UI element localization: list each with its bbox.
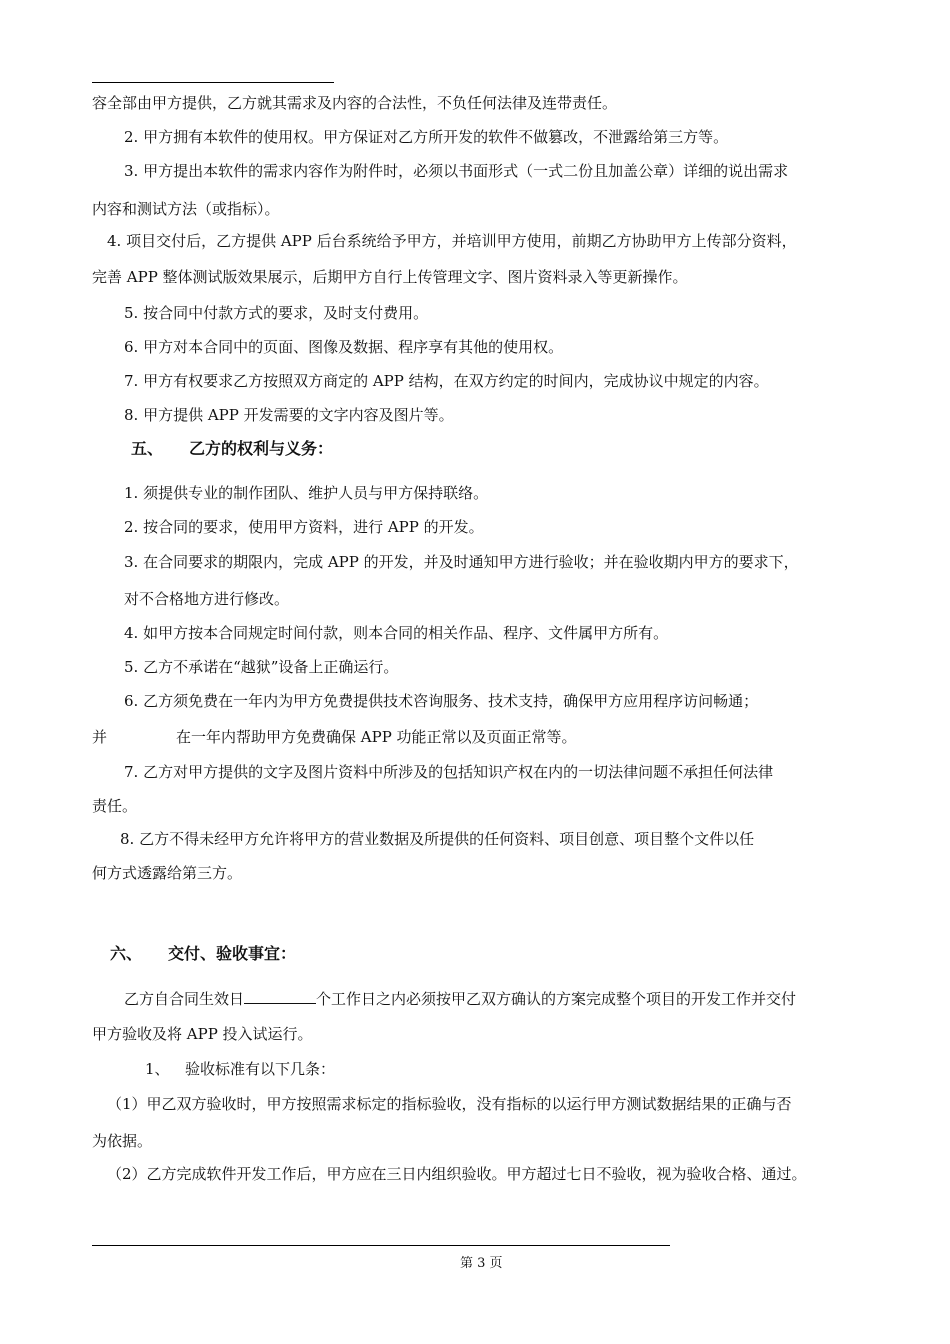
text-line: （2）乙方完成软件开发工作后，甲方应在三日内组织验收。甲方超过七日不验收，视为验收合格、通过。 — [107, 1165, 807, 1183]
text-line: 何方式透露给第三方。 — [92, 864, 243, 882]
heading-text: 乙方的权利与义务： — [189, 439, 334, 458]
text-line — [124, 988, 796, 1009]
text-line: 3. 甲方提出本软件的需求内容作为附件时，必须以书面形式（一式二份且加盖公章）详细的说出需求 — [124, 162, 789, 180]
text-line: 责任。 — [92, 797, 138, 815]
text-line: 7. 乙方对甲方提供的文字及图片资料中所涉及的包括知识产权在内的一切法律问题不承担任何法律 — [124, 763, 774, 781]
text-line: 7. 甲方有权要求乙方按照双方商定的 APP 结构，在双方约定的时间内，完成协议中规定的内容。 — [124, 372, 769, 390]
text-segment: 个工作日之内必须按甲乙双方确认的方案完成整个项目的开发工作并交付 — [316, 990, 797, 1008]
footnote-separator-top — [92, 82, 334, 83]
text-line: 6. 甲方对本合同中的页面、图像及数据、程序享有其他的使用权。 — [124, 338, 564, 356]
list-number: 1、 — [145, 1060, 170, 1078]
text-line: 甲方验收及将 APP 投入试运行。 — [92, 1025, 313, 1043]
section-heading-5 — [131, 438, 333, 460]
text-segment: 乙方自合同生效日 — [124, 990, 245, 1008]
heading-number: 六、 — [110, 944, 143, 963]
text-line: （1）甲乙双方验收时，甲方按照需求标定的指标验收，没有指标的以运行甲方测试数据结果的正确与否 — [107, 1095, 792, 1113]
page-number: 第 3 页 — [460, 1256, 503, 1271]
text-line: 容全部由甲方提供，乙方就其需求及内容的合法性，不负任何法律及连带责任。 — [92, 94, 618, 112]
text-line: 1. 须提供专业的制作团队、维护人员与甲方保持联络。 — [124, 484, 489, 502]
text-line: 3. 在合同要求的期限内，完成 APP 的开发，并及时通知甲方进行验收；并在验收期内甲方的要求下， — [124, 553, 799, 571]
text-line: 并 — [92, 728, 108, 746]
heading-text: 交付、验收事宜： — [168, 944, 297, 963]
text-line: 5. 乙方不承诺在“越狱”设备上正确运行。 — [124, 658, 399, 676]
text-line: 4. 项目交付后，乙方提供 APP 后台系统给予甲方，并培训甲方使用，前期乙方协助甲方上传部分资料， — [107, 232, 797, 250]
text-line: 内容和测试方法（或指标）。 — [92, 200, 280, 218]
text-line: 6. 乙方须免费在一年内为甲方免费提供技术咨询服务、技术支持，确保甲方应用程序访问畅通； — [124, 692, 759, 710]
heading-number: 五、 — [131, 439, 164, 458]
text-line: 2. 按合同的要求，使用甲方资料，进行 APP 的开发。 — [124, 518, 484, 536]
text-line: 在一年内帮助甲方免费确保 APP 功能正常以及页面正常等。 — [176, 728, 577, 746]
text-line: 8. 甲方提供 APP 开发需要的文字内容及图片等。 — [124, 406, 454, 424]
text-line: 完善 APP 整体测试版效果展示，后期甲方自行上传管理文字、图片资料录入等更新操作。 — [92, 268, 688, 286]
footer-separator — [92, 1245, 670, 1246]
text-line: 2. 甲方拥有本软件的使用权。甲方保证对乙方所开发的软件不做篡改，不泄露给第三方等。 — [124, 128, 729, 146]
list-item — [145, 1059, 335, 1079]
text-line: 为依据。 — [92, 1132, 153, 1150]
fill-in-blank — [244, 988, 316, 1004]
list-text: 验收标准有以下几条： — [185, 1060, 336, 1078]
text-line: 5. 按合同中付款方式的要求，及时支付费用。 — [124, 304, 429, 322]
text-line: 4. 如甲方按本合同规定时间付款，则本合同的相关作品、程序、文件属甲方所有。 — [124, 624, 669, 642]
text-line: 8. 乙方不得未经甲方允许将甲方的营业数据及所提供的任何资料、项目创意、项目整个文件以任 — [120, 830, 755, 848]
text-line: 对不合格地方进行修改。 — [124, 590, 290, 608]
section-heading-6 — [110, 943, 296, 965]
